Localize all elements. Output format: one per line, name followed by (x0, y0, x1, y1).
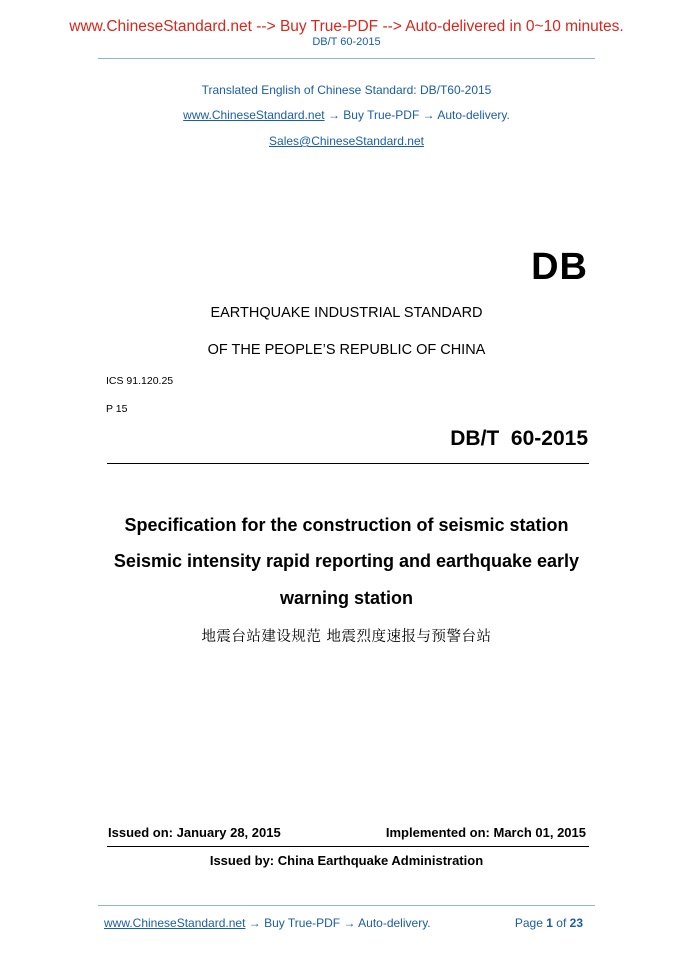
site-link[interactable]: www.ChineseStandard.net (183, 108, 325, 122)
sales-email-link[interactable]: Sales@ChineseStandard.net (269, 134, 424, 148)
arrow-icon: → (343, 916, 356, 930)
title-chinese: 地震台站建设规范 地震烈度速报与预警台站 (201, 629, 492, 645)
page-label: Page (514, 916, 543, 930)
page-total: 23 (569, 916, 583, 930)
ics-code: ICS 91.120.25 (106, 375, 174, 387)
standard-number: DB/T 60-2015 (450, 427, 588, 450)
arrow-icon: → (327, 108, 340, 122)
buy-pdf-text: Buy True-PDF (343, 108, 420, 122)
footer-purchase-line (104, 916, 431, 930)
db-mark: DB (531, 246, 588, 288)
translation-purchase-line (0, 108, 693, 122)
issuing-authority: Issued by: China Earthquake Administration (209, 853, 484, 868)
title-line-3: warning station (279, 588, 413, 608)
footer-site-link[interactable]: www.ChineseStandard.net (104, 916, 246, 930)
standard-type-line2: OF THE PEOPLE’S REPUBLIC OF CHINA (207, 342, 486, 358)
arrow-icon: → (248, 916, 261, 930)
title-line-2: Seismic intensity rapid reporting and earthquake early (113, 551, 580, 571)
dates-divider (107, 846, 589, 847)
page-indicator (515, 916, 583, 930)
translation-notice: Translated English of Chinese Standard: DB/T60-2015 (201, 83, 492, 97)
footer-delivery-text: Auto-delivery. (358, 916, 431, 930)
footer-buy-text: Buy True-PDF (264, 916, 341, 930)
footer-divider (98, 905, 595, 906)
issued-date: Issued on: January 28, 2015 (108, 825, 281, 840)
title-line-1: Specification for the construction of seismic station (124, 515, 569, 535)
implemented-date: Implemented on: March 01, 2015 (385, 825, 586, 840)
header-standard-code: DB/T 60-2015 (312, 36, 381, 48)
standard-type-line1: EARTHQUAKE INDUSTRIAL STANDARD (210, 305, 483, 321)
sales-email-row (0, 134, 693, 148)
header-divider (98, 58, 595, 59)
arrow-icon: → (422, 108, 435, 122)
title-divider (107, 463, 589, 464)
promo-banner[interactable]: www.ChineseStandard.net --> Buy True-PDF --> Auto-delivered in 0~10 minutes. (69, 18, 624, 35)
page-of: of (556, 916, 567, 930)
page-current: 1 (546, 916, 553, 930)
classification-code: P 15 (106, 403, 128, 415)
auto-delivery-text: Auto-delivery. (437, 108, 510, 122)
